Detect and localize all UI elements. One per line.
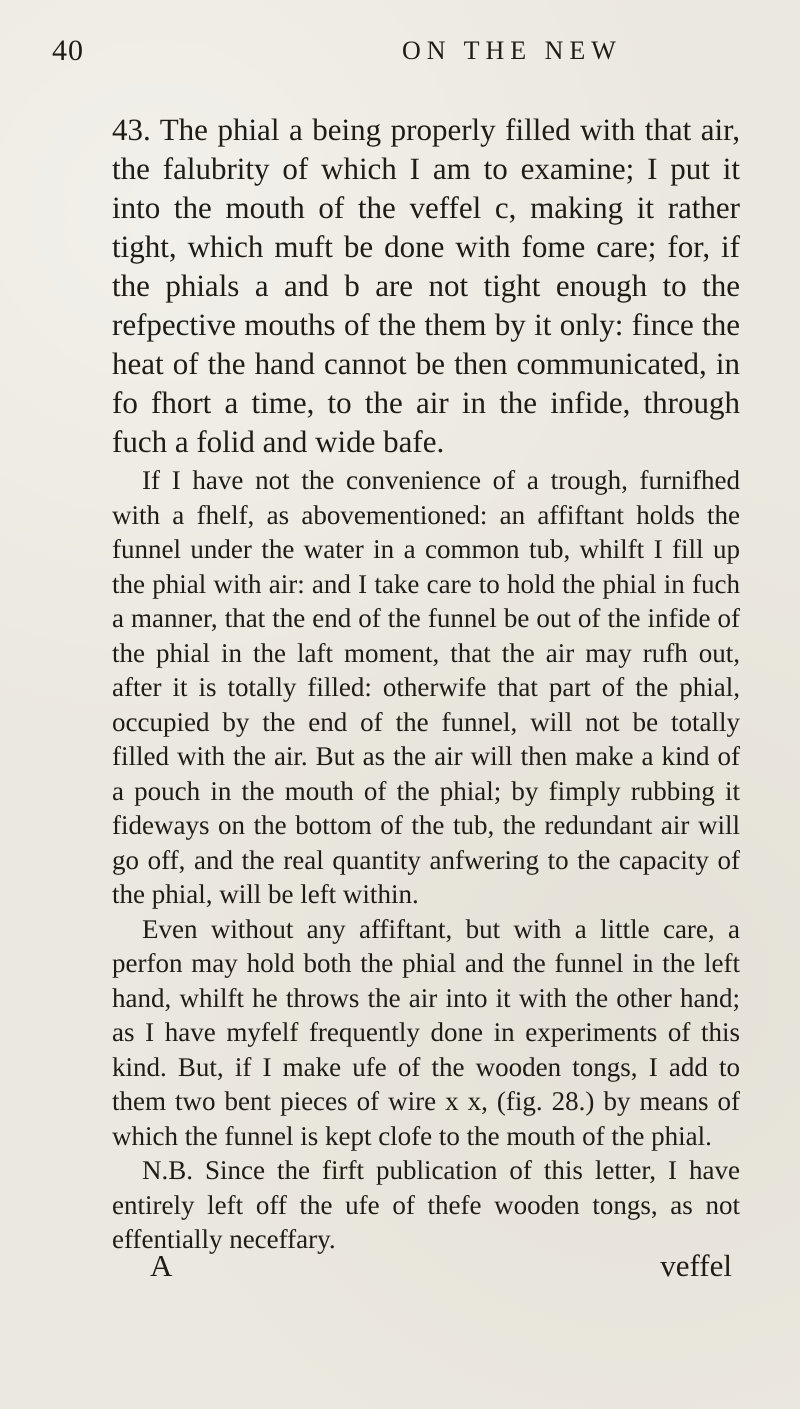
paragraph-note: N.B. Since the firft publication of this letter, I have entirely left off the ufe of thefe wooden tongs, as not effentially neceffary. — [112, 1155, 740, 1254]
catchword: veffel — [660, 1248, 732, 1283]
paragraph-43: 43. The phial a being properly filled with that air, the falubrity of which I am to examine; I put it into the mouth of the veffel c, making it rather tight, which muft be done with fome care; for, if the phials a and b are not tight enough to the refpective mouths of the them by it only: fince the heat of the hand cannot be then communicated, in fo fhort a time, to the air in the infide, through fuch a folid and wide bafe. — [112, 112, 740, 459]
page-header — [52, 34, 740, 78]
page-footer — [150, 1248, 732, 1288]
paragraph-assistant: Even without any affiftant, but with a little care, a perfon may hold both the phial and the funnel in the left hand, whilft he throws the air into it with the other hand; as I have myfelf frequently done in experiments of this kind. But, if I make ufe of the wooden tongs, I add to them two bent pieces of wire x x, (fig. 28.) by means of which the funnel is kept clofe to the mouth of the phial. — [112, 913, 740, 1151]
signature-mark: A — [150, 1248, 173, 1283]
running-head: ON THE NEW — [402, 36, 622, 65]
paragraph-trough: If I have not the convenience of a trough, furnifhed with a fhelf, as abovementioned: an affiftant holds the funnel under the water in a common tub, whilft I fill up the phial with air: and I take care to hold the phial in fuch a manner, that the end of the funnel be out of the infide of the phial in the laft moment, that the air may rufh out, after it is totally filled: otherwife that part of the phial, occupied by the end of the funnel, will not be totally filled with the air. But as the air will then make a kind of a pouch in the mouth of the phial; by fimply rubbing it fideways on the bottom of the tub, the redundant air will go off, and the real quantity anfwering to the capacity of the phial, will be left within. — [112, 465, 740, 909]
main-text — [112, 110, 740, 1257]
page-number: 40 — [52, 34, 84, 67]
